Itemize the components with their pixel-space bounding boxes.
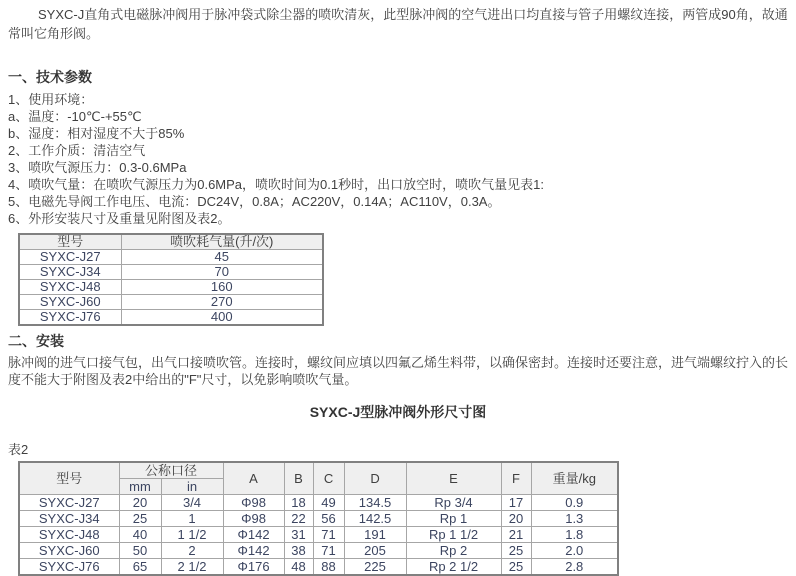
table-cell: 191	[344, 527, 406, 543]
table-cell: 21	[501, 527, 531, 543]
installation-paragraph: 脉冲阀的进气口接气包，出气口接喷吹管。连接时，螺纹间应填以四氟乙烯生料带，以确保密封。连接时还要注意，进气端螺纹拧入的长度不能大于附图及表2中给出的"F"尺寸，以免影响喷吹气量。	[8, 355, 789, 387]
table-cell: 2.0	[531, 543, 618, 559]
table-cell: 70	[121, 265, 323, 280]
table-cell: SYXC-J76	[19, 310, 121, 326]
table-cell: 160	[121, 280, 323, 295]
table-header-row	[19, 234, 323, 250]
table2-header-e: E	[406, 462, 501, 495]
table-cell: Φ142	[223, 543, 284, 559]
table-row	[19, 495, 618, 511]
table-cell: SYXC-J48	[19, 280, 121, 295]
param-working-medium: 2、工作介质：清洁空气	[8, 143, 146, 158]
table-cell: 400	[121, 310, 323, 326]
table-cell: SYXC-J34	[19, 265, 121, 280]
table-row	[19, 543, 618, 559]
table-cell: 56	[313, 511, 344, 527]
table-cell: 20	[501, 511, 531, 527]
table-cell: 45	[121, 250, 323, 265]
param-pilot-valve-voltage: 5、电磁先导阀工作电压、电流：DC24V，0.8A；AC220V，0.14A；AC110V，0.3A。	[8, 194, 501, 209]
table-cell: 205	[344, 543, 406, 559]
table-cell: 17	[501, 495, 531, 511]
figure-title: SYXC-J型脉冲阀外形尺寸图	[309, 404, 487, 420]
table1-header-model: 型号	[19, 234, 121, 250]
table2-header-b: B	[284, 462, 313, 495]
table-row	[19, 295, 323, 310]
table-cell: 20	[119, 495, 161, 511]
table-cell: 25	[501, 559, 531, 576]
table-cell: SYXC-J27	[19, 250, 121, 265]
table-cell: 18	[284, 495, 313, 511]
table-row	[19, 265, 323, 280]
section1-heading: 一、技术参数	[8, 69, 92, 85]
dimensions-table	[18, 461, 619, 576]
table-cell: Φ98	[223, 495, 284, 511]
table-cell: Φ98	[223, 511, 284, 527]
table2-header-c: C	[313, 462, 344, 495]
table-cell: Φ176	[223, 559, 284, 576]
table-cell: 270	[121, 295, 323, 310]
table-cell: 65	[119, 559, 161, 576]
table-cell: Rp 2 1/2	[406, 559, 501, 576]
table2-header-a: A	[223, 462, 284, 495]
table-cell: Φ142	[223, 527, 284, 543]
table-cell: 31	[284, 527, 313, 543]
table1-header-consumption: 喷吹耗气量(升/次)	[121, 234, 323, 250]
table-row	[19, 310, 323, 326]
section2-heading: 二、安装	[8, 333, 64, 349]
param-usage-environment: 1、使用环境：	[8, 92, 94, 107]
table2-header-in: in	[161, 479, 223, 495]
table-cell: 134.5	[344, 495, 406, 511]
table2-header-model: 型号	[19, 462, 119, 495]
technical-parameter-list	[8, 91, 788, 227]
table-cell: 2	[161, 543, 223, 559]
table2-header-d: D	[344, 462, 406, 495]
table-cell: 25	[119, 511, 161, 527]
table-cell: 25	[501, 543, 531, 559]
table-row	[19, 280, 323, 295]
table-cell: 50	[119, 543, 161, 559]
table-cell: 48	[284, 559, 313, 576]
table-cell: 2.8	[531, 559, 618, 576]
param-temperature: a、温度：-10℃-+55℃	[8, 109, 142, 124]
table-cell: 88	[313, 559, 344, 576]
table-row	[19, 527, 618, 543]
table2-label: 表2	[8, 442, 29, 457]
table-cell: 22	[284, 511, 313, 527]
table-cell: 142.5	[344, 511, 406, 527]
table-cell: 3/4	[161, 495, 223, 511]
table-cell: 71	[313, 527, 344, 543]
table-cell: 0.9	[531, 495, 618, 511]
table-cell: 38	[284, 543, 313, 559]
table2-header-mm: mm	[119, 479, 161, 495]
table-cell: SYXC-J76	[19, 559, 119, 576]
table-cell: SYXC-J34	[19, 511, 119, 527]
table-cell: 1.8	[531, 527, 618, 543]
table-cell: 225	[344, 559, 406, 576]
table-cell: 71	[313, 543, 344, 559]
table2-header-f: F	[501, 462, 531, 495]
table2-header-nominal-diameter: 公称口径	[119, 462, 223, 479]
table-cell: Rp 2	[406, 543, 501, 559]
table-cell: 1	[161, 511, 223, 527]
table-cell: 1 1/2	[161, 527, 223, 543]
table-cell: Rp 3/4	[406, 495, 501, 511]
air-consumption-table	[18, 233, 324, 326]
table-cell: SYXC-J27	[19, 495, 119, 511]
table-cell: 49	[313, 495, 344, 511]
table-header-row	[19, 462, 618, 479]
param-dimensions-note: 6、外形安装尺寸及重量见附图及表2。	[8, 211, 231, 226]
param-air-volume: 4、喷吹气量：在喷吹气源压力为0.6MPa，喷吹时间为0.1秒时，出口放空时，喷吹气量见表1:	[8, 177, 544, 192]
table-row	[19, 250, 323, 265]
table2-header-weight: 重量/kg	[531, 462, 618, 495]
table-cell: SYXC-J60	[19, 295, 121, 310]
table-row	[19, 511, 618, 527]
table-cell: SYXC-J60	[19, 543, 119, 559]
param-source-pressure: 3、喷吹气源压力：0.3-0.6MPa	[8, 160, 187, 175]
table-cell: Rp 1 1/2	[406, 527, 501, 543]
table-cell: 40	[119, 527, 161, 543]
param-humidity: b、湿度：相对湿度不大于85%	[8, 126, 185, 141]
table-cell: SYXC-J48	[19, 527, 119, 543]
table-cell: 2 1/2	[161, 559, 223, 576]
table-row	[19, 559, 618, 576]
table-cell: 1.3	[531, 511, 618, 527]
table-cell: Rp 1	[406, 511, 501, 527]
intro-paragraph: SYXC-J直角式电磁脉冲阀用于脉冲袋式除尘器的喷吹清灰，此型脉冲阀的空气进出口均直接与管子用螺纹连接，两管成90角，故通常叫它角形阀。	[8, 7, 788, 41]
